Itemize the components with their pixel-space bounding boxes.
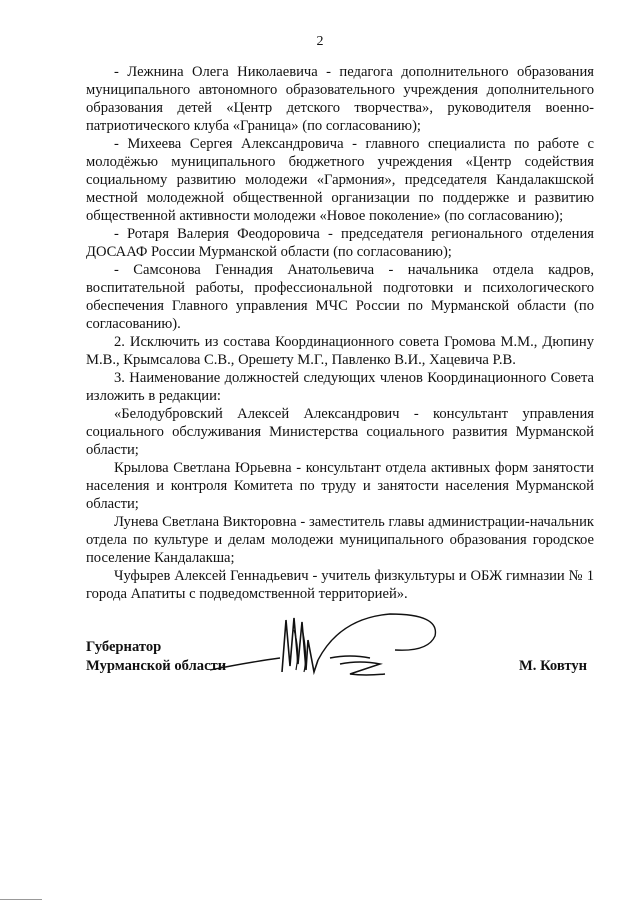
paragraph-lezhnin: - Лежнина Олега Николаевича - педагога дополнительного образования муниципального автономного образовательного учреждения дополнительного образования детей «Центр детского творчества», руководителя военно-патриотического клуба «Граница» (по согласованию); [86, 64, 594, 134]
signatory-title [86, 638, 226, 676]
paragraph-belodubrovsky: «Белодубровский Алексей Александрович - консультант управления социального обслуживания Министерства социального развития Мурманской области; [86, 406, 594, 458]
signatory-title-line2: Мурманской области [86, 658, 227, 674]
paragraph-item-2: 2. Исключить из состава Координационного совета Громова М.М., Дюпину М.В., Крымсалова С.В., Орешету М.Г., Павленко В.И., Хацевича Р.В. [86, 334, 594, 368]
page-number: 2 [316, 34, 324, 49]
paragraph-krylova: Крылова Светлана Юрьевна - консультант отдела активных форм занятости населения и контроля Комитета по труду и занятости населения Мурманской области; [86, 460, 594, 512]
signatory-name: М. Ковтун [519, 658, 588, 674]
handwritten-signature [190, 600, 450, 700]
paragraph-mikheev: - Михеева Сергея Александровича - главного специалиста по работе с молодёжью муниципального бюджетного учреждения «Центр содействия социальному развитию молодежи «Гармония», председателя Кандалакшской местной молодежной общественной организации по поддержке и развитию общественной активности молодежи «Новое поколение» (по согласованию); [86, 136, 594, 224]
paragraph-rotar: - Ротаря Валерия Феодоровича - председателя регионального отделения ДОСААФ России Мурманской области (по согласованию); [86, 226, 594, 260]
paragraph-samsonov: - Самсонова Геннадия Анатольевича - начальника отдела кадров, воспитательной работы, профессиональной подготовки и психологического обеспечения Главного управления МЧС России по Мурманской области (по согласованию). [86, 262, 594, 332]
paragraph-item-3: 3. Наименование должностей следующих членов Координационного Совета изложить в редакции: [86, 370, 594, 404]
signatory-title-line1: Губернатор [86, 639, 162, 655]
document-body [86, 63, 594, 603]
bottom-rule [0, 899, 42, 900]
paragraph-chufyrev: Чуфырев Алексей Геннадьевич - учитель физкультуры и ОБЖ гимназии № 1 города Апатиты с подведомственной территорией». [86, 568, 594, 602]
paragraph-luneva: Лунева Светлана Викторовна - заместитель главы администрации-начальник отдела по культуре и делам молодежи муниципального образования городское поселение Кандалакша; [86, 514, 594, 566]
